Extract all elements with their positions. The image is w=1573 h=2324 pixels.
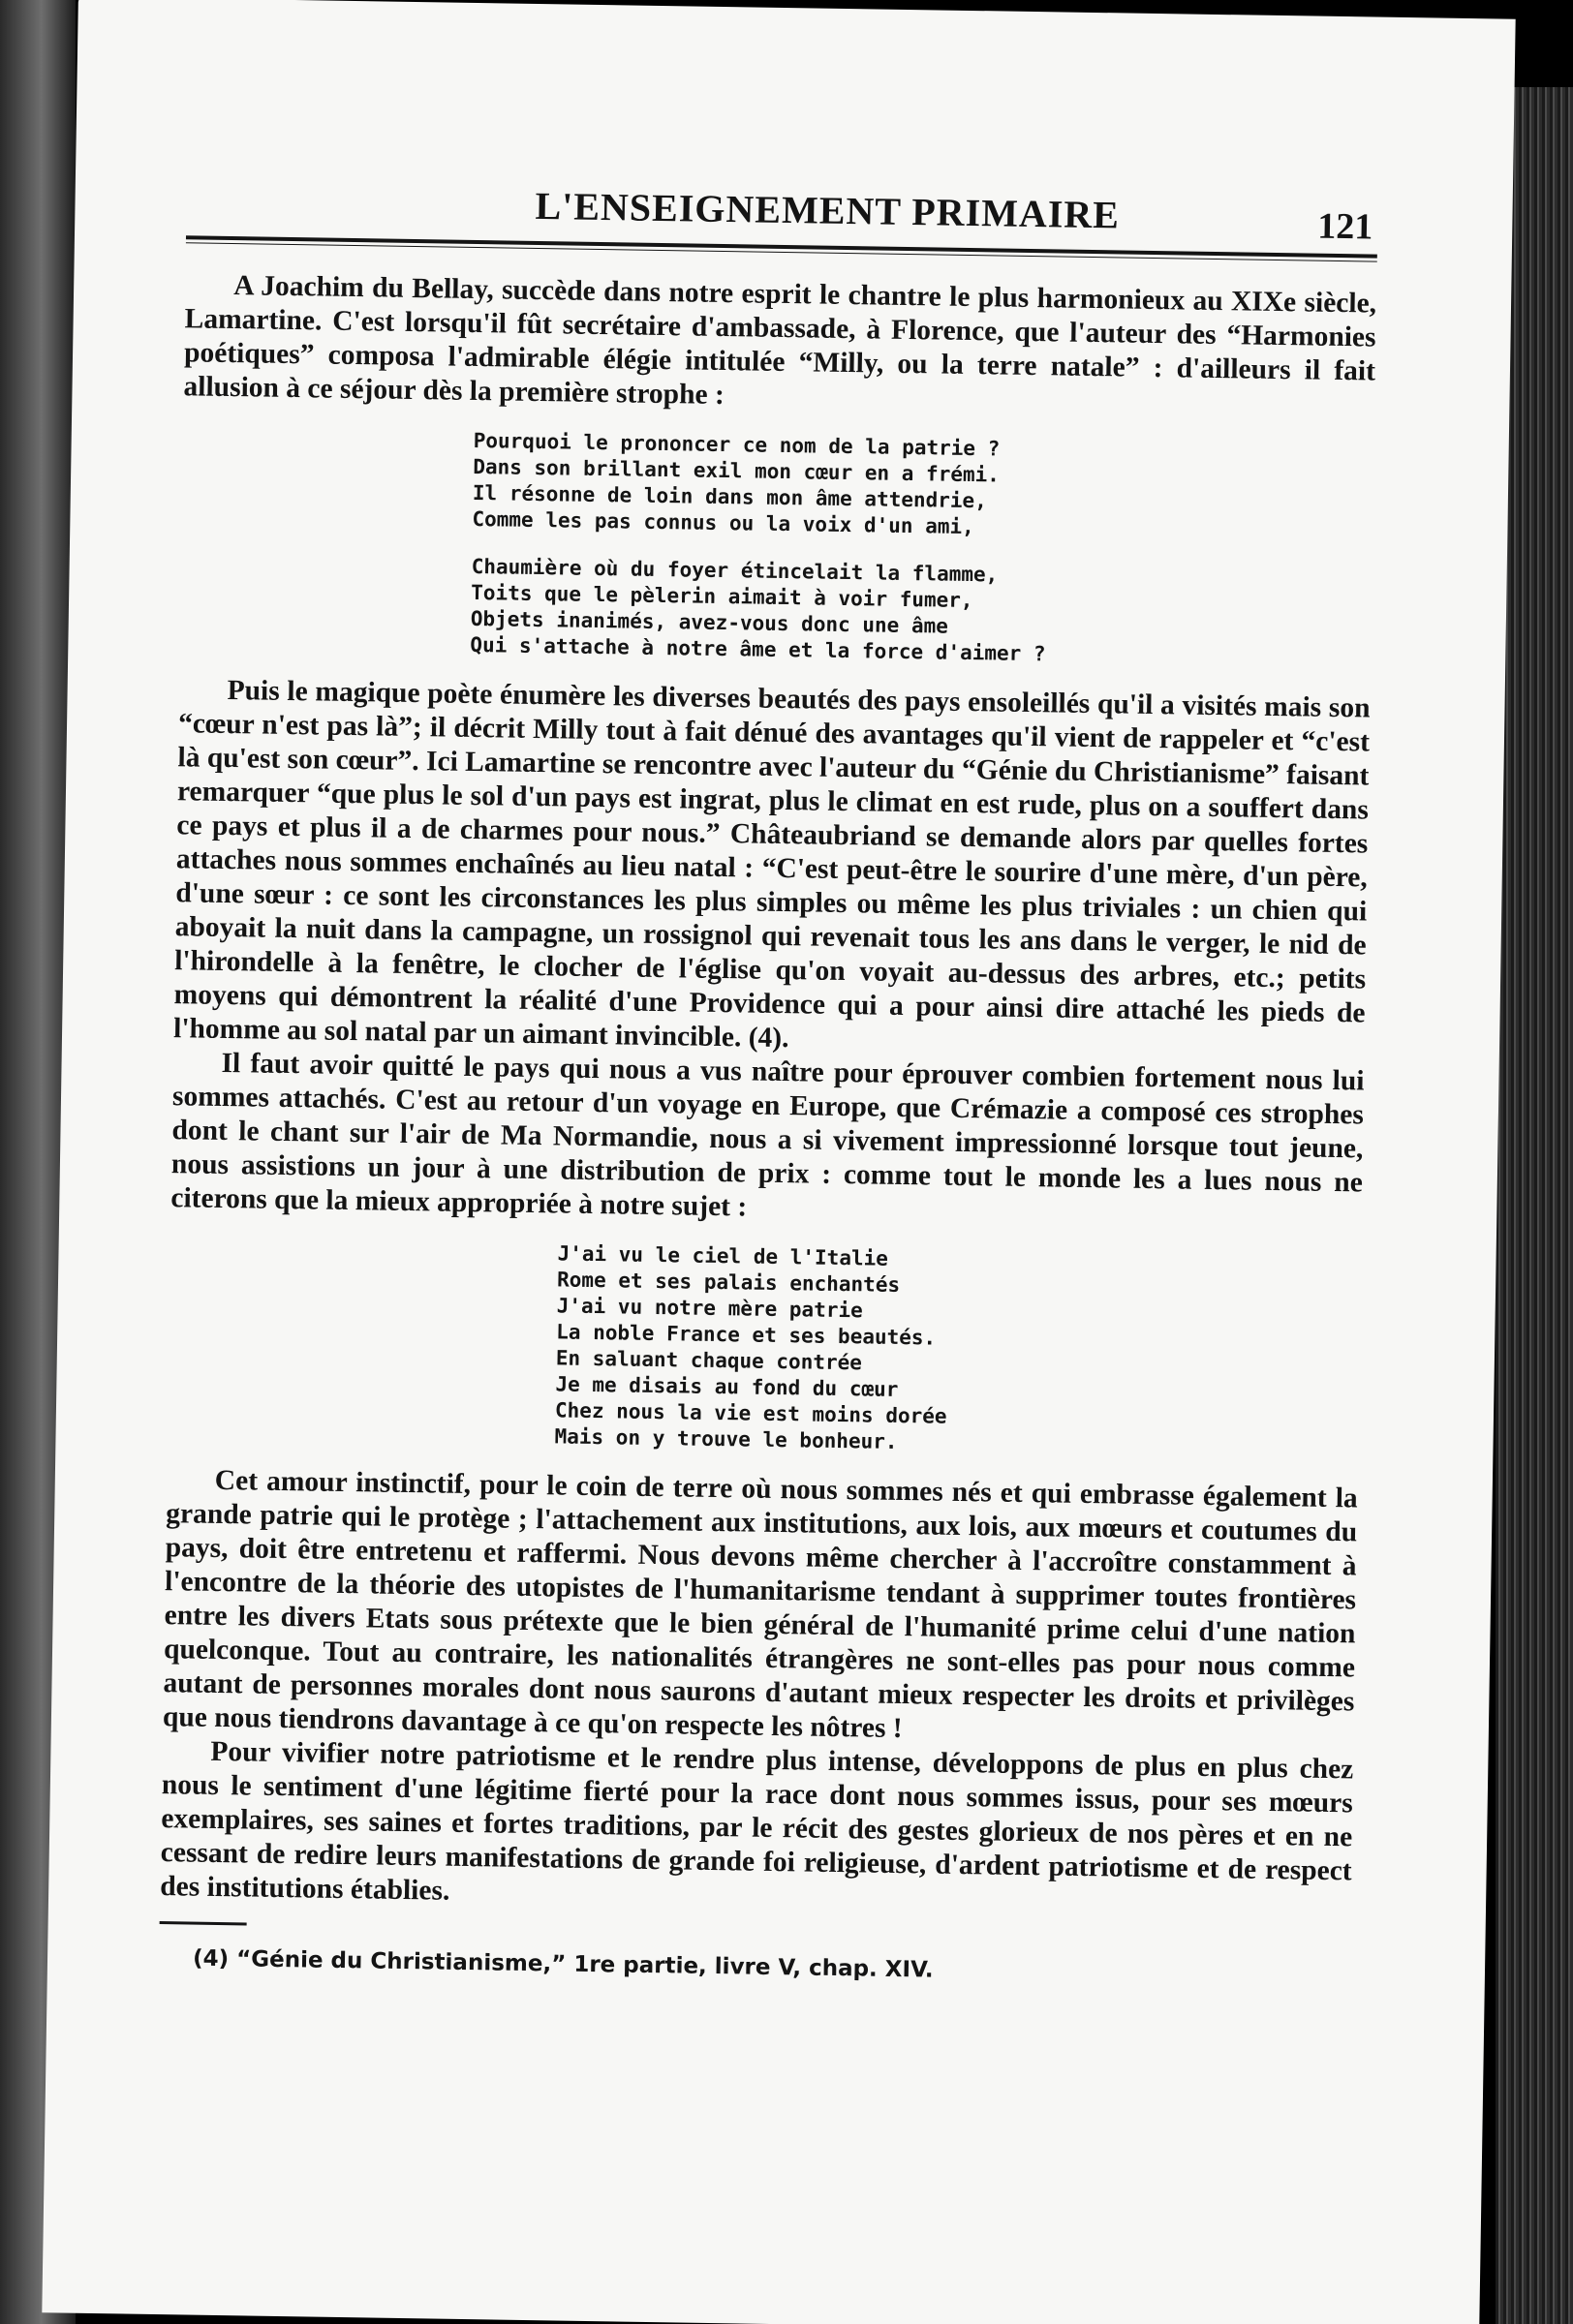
book-page bbox=[42, 0, 1515, 2324]
page-number: 121 bbox=[1316, 205, 1373, 248]
poem-line: Je me disais au fond du cœur bbox=[555, 1372, 899, 1401]
poem-line: Mais on y trouve le bonheur. bbox=[554, 1424, 898, 1453]
paragraph-1: A Joachim du Bellay, succède dans notre esprit le chantre le plus harmonieux au XIXe siècle, Lamartine. C'est lorsqu'il fût secrétaire d'ambassade, à Florence, que l'auteur des “Harmonies poétiques” composa l'admirable élégie intitulée “Milly, ou la terre natale” : d'ailleurs il fait allusion à ce séjour dès la première strophe : bbox=[183, 270, 1377, 412]
footnote: (4) “Génie du Christianisme,” 1re partie, livre V, chap. XIV. bbox=[192, 1945, 934, 1983]
poem-line: En saluant chaque contrée bbox=[555, 1346, 863, 1375]
poem-line: Toits que le pèlerin aimait à voir fumer, bbox=[471, 580, 973, 613]
paragraph-5: Pour vivifier notre patriotisme et le rendre plus intense, développons de plus en plus chez nous le sentiment d'une légitime fierté pour la race dont nous sommes issus, pour ses mœurs exemplaires, ses saines et fortes traditions, par le récit des gestes glorieux de nos pères et en ne cessant de redire leurs manifestations de grande foi religieuse, d'ardent patriotisme et de respect des institutions établies. bbox=[159, 1735, 1354, 1907]
poem-line: Objets inanimés, avez-vous donc une âme bbox=[470, 606, 949, 638]
poem-line: Dans son brillant exil mon cœur en a frémi. bbox=[473, 454, 1001, 487]
paragraph-2: Puis le magique poète énumère les diverses beautés des pays ensoleillés qu'il a visités mais son “cœur n'est pas là”; il décrit Milly tout à fait dénué des avantages qu'il vient de rappeler et “c'est là qu'est son cœur”. Ici Lamartine se rencontre avec l'auteur du “Génie du Christianisme” faisant remarquer “que plus le sol d'un pays est ingrat, plus le climat en est rude, plus on a souffert dans ce pays et plus il a de charmes pour nous.” Châteaubriand se demande alors par quelles fortes attaches nous sommes enchaînés au lieu natal : “C'est peut-être le sourire d'une mère, d'un père, d'une sœur : ce sont les circonstances les plus simples ou même les plus triviales : un chien qui aboyait la nuit dans la campagne, un rossignol qui revenait tous les ans dans le verger, le nid de l'hirondelle à la fenêtre, le clocher de l'église qu'on voyait au-dessus des arbres, etc.; petits moyens qui démontrent la réalité d'une Providence qui a pour ainsi dire attaché les pieds de l'homme au sol natal par un aimant invincible. (4). bbox=[172, 674, 1371, 1055]
stanza bbox=[472, 428, 1374, 547]
footnote-rule bbox=[160, 1921, 247, 1925]
poem-line: J'ai vu notre mère patrie bbox=[556, 1294, 863, 1323]
poem-line: Chaumière où du foyer étincelait la flamme, bbox=[471, 554, 999, 587]
poem-line: Il résonne de loin dans mon âme attendrie, bbox=[472, 480, 988, 513]
poem-line: Qui s'attache à notre âme et la force d'aimer ? bbox=[470, 632, 1046, 666]
paragraph-4: Cet amour instinctif, pour le coin de terre où nous sommes nés et qui embrasse également la grande patrie qui le protège ; l'attachement aux institutions, aux lois, aux mœurs et coutumes du pays, doit être entretenu et raffermi. Nous devons même chercher à l'accroître constamment à l'encontre de la théorie des utopistes de l'humanitarisme tendant à supprimer toutes frontières entre les divers Etats sous prétexte que le bien général de l'humanité prime celui d'une nation quelconque. Tout au contraire, les nationalités étrangères ne sont-elles pas pour nous comme autant de personnes morales dont nous saurons d'autant mieux respecter les droits et privilèges que nous tiendrons davantage à ce qu'on respecte les nôtres ! bbox=[162, 1464, 1358, 1745]
page-content bbox=[159, 168, 1378, 1989]
running-title: L'ENSEIGNEMENT PRIMAIRE bbox=[535, 183, 1121, 237]
poem-line: Comme les pas connus ou la voix d'un ami, bbox=[472, 506, 974, 539]
stanza bbox=[470, 554, 1373, 673]
poem-line: Pourquoi le prononcer ce nom de la patrie ? bbox=[473, 428, 1001, 461]
poem-quote-cremazie bbox=[554, 1240, 1361, 1462]
poem-line: La noble France et ses beautés. bbox=[556, 1320, 937, 1350]
poem-line: Rome et ses palais enchantés bbox=[556, 1268, 901, 1297]
poem-quote-lamartine bbox=[470, 428, 1374, 673]
poem-line: Chez nous la vie est moins dorée bbox=[554, 1398, 947, 1428]
paragraph-3: Il faut avoir quitté le pays qui nous a vus naître pour éprouver combien fortement nous lui sommes attachés. C'est au retour d'un voyage en Europe, que Crémazie a composé ces strophes dont le chant sur l'air de Ma Normandie, nous a si vivement impressionné lorsque tout jeune, nous assistions un jour à une distribution de prix : comme tout le monde les a lues nous ne citerons que la mieux appropriée à notre sujet : bbox=[170, 1047, 1365, 1223]
body-text bbox=[160, 268, 1376, 1922]
poem-line: J'ai vu le ciel de l'Italie bbox=[557, 1241, 889, 1270]
